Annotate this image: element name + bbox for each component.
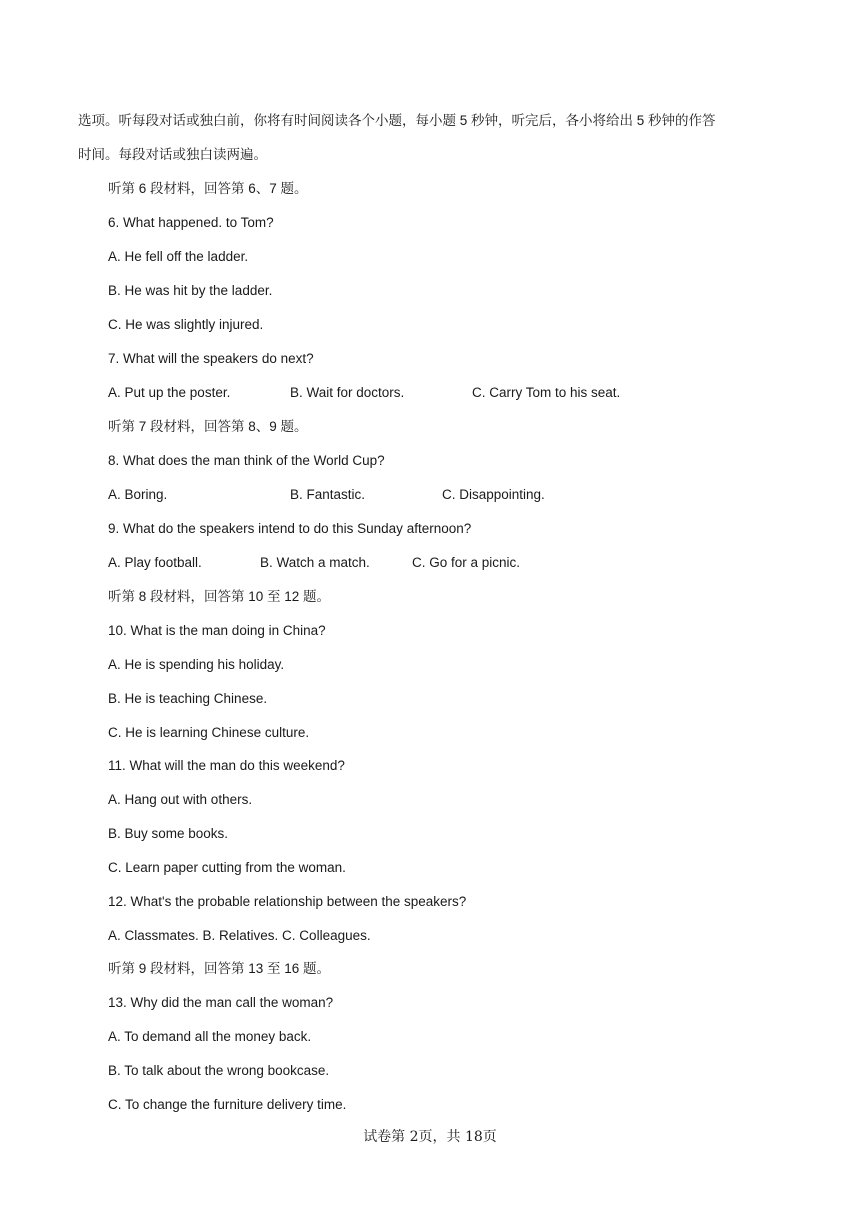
option-13c: C. To change the furniture delivery time. [108, 1097, 347, 1112]
question-13: 13. Why did the man call the woman? [108, 995, 334, 1010]
option-13a: A. To demand all the money back. [108, 1029, 312, 1044]
option-13b: B. To talk about the wrong bookcase. [108, 1063, 330, 1078]
option-10c: C. He is learning Chinese culture. [108, 725, 310, 740]
option-6c: C. He was slightly injured. [108, 317, 264, 332]
question-9: 9. What do the speakers intend to do this Sunday afternoon? [108, 521, 472, 536]
option-9b: B. Watch a match. [260, 555, 370, 570]
section-heading-6: 听第 6 段材料，回答第 6、7 题。 [108, 181, 308, 196]
question-12: 12. What's the probable relationship between the speakers? [108, 894, 467, 909]
section-heading-8: 听第 8 段材料，回答第 10 至 12 题。 [108, 589, 331, 604]
question-7: 7. What will the speakers do next? [108, 351, 314, 366]
instructions-line-2: 时间。每段对话或独白读两遍。 [78, 147, 267, 162]
option-10a: A. He is spending his holiday. [108, 657, 285, 672]
option-6a: A. He fell off the ladder. [108, 249, 249, 264]
option-8c: C. Disappointing. [442, 487, 545, 502]
option-8a: A. Boring. [108, 487, 168, 502]
option-6b: B. He was hit by the ladder. [108, 283, 273, 298]
option-7c: C. Carry Tom to his seat. [472, 385, 621, 400]
section-heading-9: 听第 9 段材料，回答第 13 至 16 题。 [108, 961, 331, 976]
option-7a: A. Put up the poster. [108, 385, 231, 400]
question-6: 6. What happened. to Tom? [108, 215, 274, 230]
question-10: 10. What is the man doing in China? [108, 623, 326, 638]
option-11a: A. Hang out with others. [108, 792, 253, 807]
option-7b: B. Wait for doctors. [290, 385, 405, 400]
options-row-12: A. Classmates. B. Relatives. C. Colleagues. [108, 928, 371, 943]
section-heading-7: 听第 7 段材料，回答第 8、9 题。 [108, 419, 308, 434]
question-8: 8. What does the man think of the World Cup? [108, 453, 385, 468]
instructions-line-1: 选项。听每段对话或独白前，你将有时间阅读各个小题，每小题 5 秒钟，听完后，各小将给出 5 秒钟的作答 [78, 113, 716, 128]
option-9a: A. Play football. [108, 555, 202, 570]
option-11c: C. Learn paper cutting from the woman. [108, 860, 346, 875]
option-9c: C. Go for a picnic. [412, 555, 521, 570]
question-11: 11. What will the man do this weekend? [108, 758, 345, 773]
option-10b: B. He is teaching Chinese. [108, 691, 268, 706]
option-11b: B. Buy some books. [108, 826, 229, 841]
option-8b: B. Fantastic. [290, 487, 366, 502]
page-footer: 试卷第 2页，共 18页 [363, 1129, 497, 1145]
